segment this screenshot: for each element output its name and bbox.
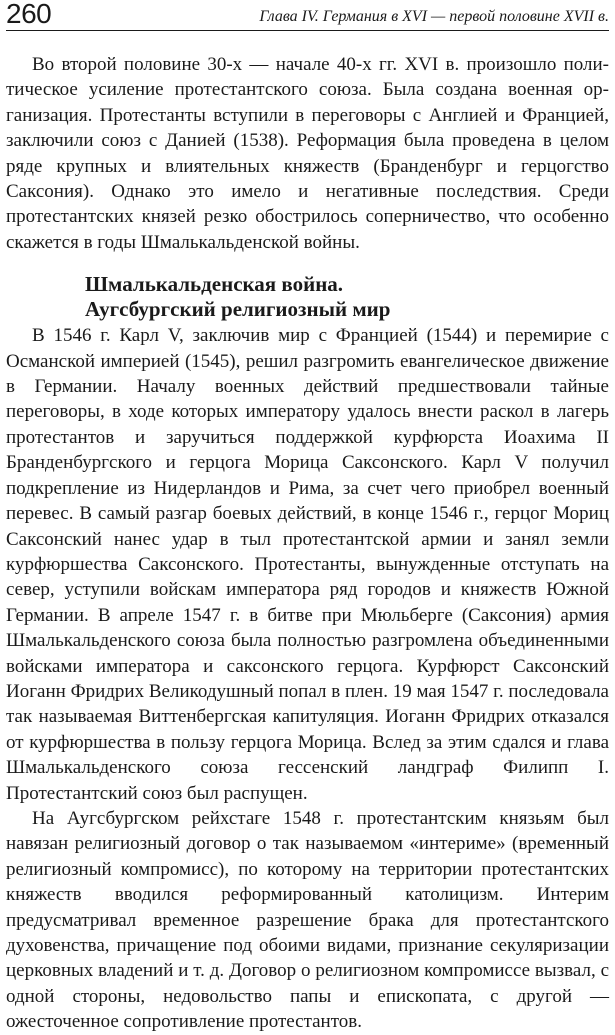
chapter-title: Глава IV. Германия в XVI — первой половине XVII в.	[259, 8, 609, 25]
page-number: 260	[6, 0, 52, 29]
section-heading-line-2: Аугсбургский религиозный мир	[85, 297, 391, 322]
paragraph-1: Во второй половине 30-х — начале 40-х гг. XVI в. произошло политическое усиление протестантского союза. Была создана военная организация. Протестанты вступили в переговоры с Англией и Францией, заключили союз с Данией (1538). Реформация была проведена в целом ряде крупных и влиятельных княжеств (Бранденбург и герцогство Саксония). Однако это имело и негативные последствия. Среди протестантских князей резко обострилось соперничество, что особенно скажется в годы Шмалькальденской войны.	[6, 54, 609, 253]
section-heading	[6, 272, 609, 322]
body-text	[6, 52, 609, 1035]
paragraph-2: В 1546 г. Карл V, заключив мир с Францией (1544) и перемирие с Османской империей (1545), решил разгромить евангелическое движение в Германии. Началу военных действий предшествовали тайные переговоры, в ходе которых императору удалось внести раскол в лагерь протестантов и заручиться поддержкой курфюрста Иоахима II Бранденбургского и герцога Морица Саксонского. Карл V получил подкрепление из Нидерландов и Рима, за счет чего приобрел военный перевес. В самый разгар боевых действий, в конце 1546 г., герцог Мориц Саксонский нанес удар в тыл протестантской армии и занял земли курфюршества Саксонского. Протестанты, вынужденные отступать на север, уступили войскам императора ряд городов и княжеств Южной Германии. В апреле 1547 г. в битве при Мюльберге (Саксония) армия Шмалькальденского союза была полностью разгромлена объединенными войсками императора и саксонского герцога. Курфюрст Саксонский Иоганн Фридрих Великодушный попал в плен. 19 мая 1547 г. последовала так называемая Виттенбергская капитуляция. Иоганн Фридрих отказался от курфюршества в пользу герцога Морица. Вслед за этим сдался и глава Шмалькальденского союза гессенский ландграф Филипп I. Протестантский союз был распущен.	[6, 325, 609, 804]
paragraph-3: На Аугсбургском рейхстаге 1548 г. протестантским князьям был навязан религиозный договор о так называемом «интериме» (временный религиозный компромисс), по которому на территории протестантских княжеств вводился реформированный католицизм. Интерим предусматривал временное разрешение брака для протестантского духовенства, причащение под обоими видами, признание секуляризации церковных владений и т. д. Договор о религиозном компромиссе вызвал, с одной стороны, недовольство папы и епископата, с другой — ожесточенное сопротивление протестантов.	[6, 807, 609, 1033]
running-header	[6, 0, 609, 31]
section-heading-line-1: Шмалькальденская война.	[85, 272, 344, 297]
